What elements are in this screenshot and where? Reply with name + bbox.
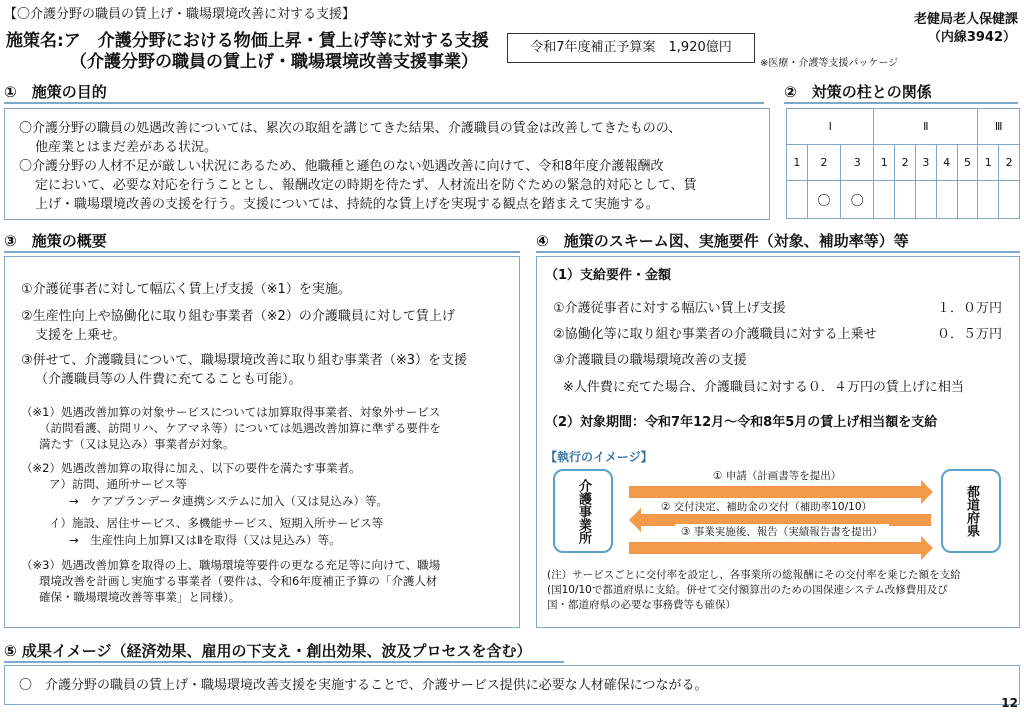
- purpose-line: 〇介護分野の人材不足が厳しい状況にあるため、他職種と遜色のない処遇改善に向けて、令和8年度介護報酬改: [19, 159, 664, 174]
- section4-box: [536, 256, 1020, 628]
- requirement-item: ③介護職員の職場環境改善の支援: [553, 353, 747, 368]
- overview-item: ①介護従事者に対して幅広く賃上げ支援（※1）を実施。: [21, 282, 351, 297]
- section2-heading: ② 対策の柱との関係: [784, 81, 1018, 104]
- pillar-mark: [915, 181, 936, 219]
- requirement-item: ②協働化等に取り組む事業者の介護職員に対する上乗せ: [553, 327, 877, 342]
- footnote-line: （※2）処遇改善加算の取得に加え、以下の要件を満たす事業者。: [21, 461, 361, 475]
- overview-item: 支援を上乗せ。: [35, 328, 126, 343]
- pillar-header: Ⅰ: [787, 109, 874, 145]
- department: 老健局老人保健課: [913, 12, 1018, 27]
- purpose-line: 他産業とはまだ差がある状況。: [35, 140, 218, 155]
- section4-heading: ④ 施策のスキーム図、実施要件（対象、補助率等）等: [536, 230, 1020, 253]
- footnote-line: イ）施設、居住サービス、多機能サービス、短期入所サービス等: [49, 516, 384, 530]
- care-provider-label: 介護事業所: [576, 478, 591, 544]
- section5-heading: ⑤ 成果イメージ（経済効果、雇用の下支え・創出効果、波及プロセスを含む）: [4, 640, 564, 663]
- section3-box: [4, 256, 520, 628]
- pillar-mark: 〇: [807, 181, 840, 219]
- section1-heading: ① 施策の目的: [4, 81, 764, 104]
- purpose-line: 定において、必要な対応を行うこととし、報酬改定の時期を待たず、人材流出を防ぐための緊急的対応として、賃: [35, 178, 697, 193]
- title-line2: （介護分野の職員の賃上げ・職場環境改善支援事業）: [70, 52, 478, 72]
- footnote-line: （※1）処遇改善加算の対象サービスについては加算取得事業者、対象外サービス: [21, 405, 441, 419]
- footnote-line: （訪問看護、訪問リハ、ケアマネ等）については処遇改善加算に準ずる要件を: [39, 421, 441, 435]
- requirements-subheading: （1）支給要件・金額: [545, 268, 672, 283]
- arrow-right-icon: [629, 542, 921, 554]
- pillar-mark: [978, 181, 999, 219]
- requirement-item: ①介護従事者に対する幅広い賃上げ支援: [553, 301, 786, 316]
- sub-pillar: 5: [957, 145, 978, 181]
- pillar-header: Ⅱ: [874, 109, 978, 145]
- footnote-line: 確保・職場環境改善等事業」と同様）。: [39, 590, 241, 604]
- pillar-mark: [787, 181, 808, 219]
- scheme-note: (国10/10で都道府県に支給。併せて交付額算出のための国保連システム改修費用及び: [547, 584, 948, 596]
- overview-item: ②生産性向上や協働化に取り組む事業者（※2）の介護職員に対して賃上げ: [21, 309, 455, 324]
- outcome-text: 〇 介護分野の職員の賃上げ・職場環境改善支援を実施することで、介護サービス提供に必要な人材確保につながる。: [19, 678, 708, 693]
- sub-pillar: 3: [841, 145, 874, 181]
- prefecture-label: 都道府県: [964, 485, 979, 537]
- care-provider-box: [553, 469, 613, 553]
- requirement-amount: １．０万円: [937, 301, 1003, 316]
- footnote-line: 満たす（又は見込み）事業者が対象。: [39, 437, 235, 451]
- section1-box: [4, 108, 770, 220]
- footnote-line: ア）訪問、通所サービス等: [49, 477, 187, 491]
- footnote-line: → ケアプランデータ連携システムに加入（又は見込み）等。: [69, 494, 388, 508]
- page-number: 12: [1001, 696, 1018, 710]
- requirement-amount: ０．５万円: [937, 327, 1003, 342]
- prefecture-box: [941, 469, 1001, 553]
- footnote-line: （※3）処遇改善加算を取得の上、職場環境等要件の更なる充足等に向けて、職場: [21, 558, 441, 572]
- execution-image-label: 【執行のイメージ】: [545, 450, 653, 464]
- sub-pillar: 1: [787, 145, 808, 181]
- flow-step-label: ② 交付決定、補助金の交付（補助率10/10）: [655, 499, 878, 514]
- sub-pillar: 1: [874, 145, 895, 181]
- section5-box: [4, 665, 1020, 705]
- scheme-note: 国・都道府県の必要な事務費等も確保）: [547, 599, 736, 611]
- scheme-note: (注）サービスごとに交付率を設定し、各事業所の総報酬にその交付率を乗じた額を支給: [547, 569, 961, 581]
- pillar-header: Ⅲ: [978, 109, 1020, 145]
- flow-step-label: ③ 事業実施後、報告（実績報告書を提出）: [675, 524, 889, 539]
- period-subheading: （2）対象期間：令和7年12月～令和8年5月の賃上げ相当額を支給: [545, 415, 938, 430]
- purpose-line: 上げ・職場環境改善の支援を行う。支援については、持続的な賃上げを実現する観点を踏まえて実施する。: [35, 197, 659, 212]
- footnote-line: → 生産性向上加算Ⅰ又はⅡを取得（又は見込み）等。: [69, 533, 341, 547]
- pillar-mark: 〇: [841, 181, 874, 219]
- requirement-note: ※人件費に充てた場合、介護職員に対する０．４万円の賃上げに相当: [563, 380, 964, 395]
- sub-pillar: 1: [978, 145, 999, 181]
- pillar-mark: [936, 181, 957, 219]
- flow-step-label: ① 申請（計画書等を提出）: [707, 468, 847, 483]
- sub-pillar: 2: [895, 145, 916, 181]
- arrow-right-icon: [629, 486, 921, 498]
- budget-box: 令和7年度補正予算案 1,920億円: [507, 33, 755, 63]
- footnote-line: 環境改善を計画し実施する事業者（要件は、令和6年度補正予算の「介護人材: [39, 574, 438, 588]
- package-note: ※医療・介護等支援パッケージ: [760, 58, 899, 69]
- pillar-mark: [999, 181, 1020, 219]
- title-line1: 施策名:ア 介護分野における物価上昇・賃上げ等に対する支援: [6, 31, 489, 51]
- sub-pillar: 2: [807, 145, 840, 181]
- overview-item: ③併せて、介護職員について、職場環境改善に取り組む事業者（※3）を支援: [21, 353, 468, 368]
- extension: （内線3942）: [927, 30, 1016, 45]
- sub-pillar: 3: [915, 145, 936, 181]
- category-label: 【〇介護分野の職員の賃上げ・職場環境改善に対する支援】: [4, 7, 356, 22]
- section3-heading: ③ 施策の概要: [4, 230, 520, 253]
- pillar-table: [786, 108, 1020, 219]
- overview-item: （介護職員等の人件費に充てることも可能）。: [35, 372, 302, 387]
- purpose-line: 〇介護分野の職員の処遇改善については、累次の取組を講じてきた結果、介護職員の賃金は改善してきたものの、: [19, 121, 682, 136]
- pillar-mark: [874, 181, 895, 219]
- sub-pillar: 2: [999, 145, 1020, 181]
- pillar-mark: [895, 181, 916, 219]
- sub-pillar: 4: [936, 145, 957, 181]
- pillar-mark: [957, 181, 978, 219]
